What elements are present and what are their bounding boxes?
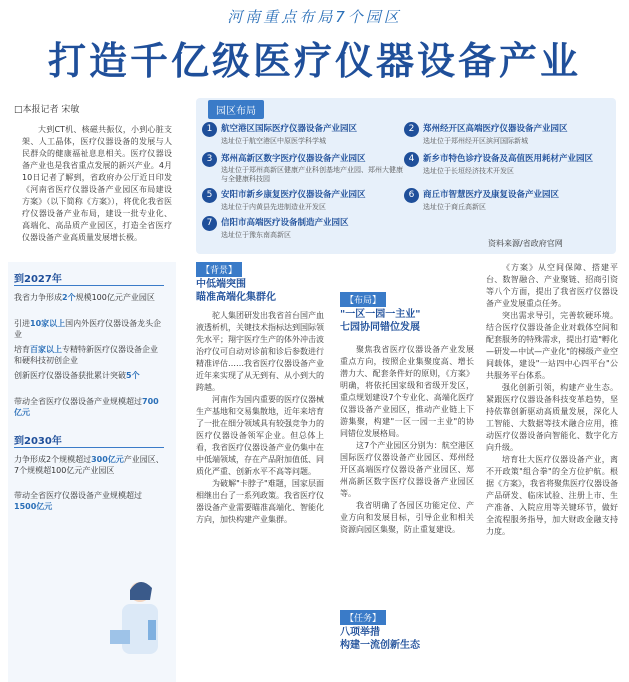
park-name: 安阳市新乡康复医疗仪器设备产业园区 [221, 190, 366, 200]
park-number: 1 [202, 122, 217, 137]
park-number: 5 [202, 188, 217, 203]
park-location: 选址位于豫东南高新区 [221, 231, 291, 239]
park-location: 选址位于郑州经开区滨河国际新城 [423, 137, 528, 145]
goal-item: 创新医疗仪器设备获批累计突破5个 [14, 371, 140, 380]
park-number: 7 [202, 216, 217, 231]
goal-item: 我省力争形成2个规模100亿元产业园区 [14, 293, 155, 302]
kicker: 河南重点布局7个园区 [227, 8, 402, 26]
goal-divider [14, 285, 164, 286]
goal-item: 带动全省医疗仪器设备产业规模超过700亿元 [14, 397, 159, 417]
goal-item: 培育百家以上专精特新医疗仪器设备企业和硬科技初创企业 [14, 345, 158, 365]
goal-item: 带动全省医疗仪器设备产业规模超过1500亿元 [14, 491, 142, 511]
goal-divider [14, 447, 164, 448]
park-number: 6 [404, 188, 419, 203]
goal-item: 力争形成2个规模超过300亿元产业园区、7个规模超100亿元产业园区 [14, 455, 164, 475]
intro-text: 大到CT机、核磁共振仪，小到心脏支架、人工晶体，医疗仪器设备的发展与人民群众的健康福祉息息相关。医疗仪器设备产业也是我省重点发展的新兴产业。4月10日记者了解到，省政府办公厅近日印发《河南省医疗仪器设备产业园区布局建设方案》（以下简称《方案》），将优化我省医疗仪器设备产业布局，建设一批专业化、高端化、高品质产业园区，打造全省医疗仪器设备产业高质量发展增长极。 [22, 125, 172, 242]
park-location: 选址位于长垣经济技术开发区 [423, 167, 514, 175]
background-tag: 【背景】 [196, 262, 242, 277]
park-location: 选址位于航空港区中原医学科学城 [221, 137, 326, 145]
park-number: 4 [404, 152, 419, 167]
headline: 打造千亿级医疗仪器设备产业 [47, 39, 581, 83]
doctor-illustration [100, 570, 170, 670]
background-body: 驼人集团研发出我省首台国产血液透析机，关键技术指标达到国际领先水平；翔宇医疗生产的体外冲击波治疗仪可自动对诊前和诊后参数进行精准评估……我省医疗仪器设备产业近年来实现了从无到有、从小到大的跨越。 河南作为国内重要的医疗仪器械生产基地和交易集散地，近年来培育了一批在细分领域具有较强竞争力的医疗仪器设备领军企业。但总体上看，我省医疗仪器设备产业仍集中在中低端领域，存在产品附加值低、同质化严重、创新水平不高等问题。 为破解"卡脖子"难题，国家层面相继出台了一系列政策。我省医疗仪器设备产业需要瞄准高端化、智能化方向，加快构建产业集群。 [196, 311, 324, 524]
layout-body: 聚焦我省医疗仪器设备产业发展重点方向，按照企业集聚度高、增长潜力大、配套条件好的原则，《方案》明确，将依托国家级和省级开发区，重点规划建设7个专业化、高端化医疗仪器设备产业园区，推动产业链上下游集聚，构建"一区一园一主业"的协同错位发展格局。 这7个产业园区分别为：航空港区国际医疗仪器设备产业园区、郑州经开区高端医疗仪器设备产业园区、郑州高新区数字医疗仪器设备产业园区等。 我省明确了各园区功能定位、产业方向和发展目标，引导企业和相关资源向园区集聚，防止重复建设。 [340, 345, 474, 534]
park-number: 2 [404, 122, 419, 137]
park-name: 信阳市高端医疗设备制造产业园区 [221, 218, 349, 228]
background-title: 中低端突围 瞄准高端化集群化 [196, 279, 276, 303]
layout-title: "一区一园一主业" 七园协同错位发展 [340, 309, 421, 333]
byline: □本报记者 宋敏 [14, 105, 80, 115]
source-note: 资料来源/省政府官网 [488, 239, 563, 248]
park-location: 选址位于商丘高新区 [423, 203, 486, 211]
park-number: 3 [202, 152, 217, 167]
park-location: 选址位于内黄县先进制造业开发区 [221, 203, 326, 211]
goal-item: 引进10家以上国内外医疗仪器设备龙头企业 [14, 319, 162, 339]
task-title: 八项举措 构建一流创新生态 [340, 627, 420, 651]
goal-year-2027: 到2027年 [14, 274, 62, 285]
park-name: 郑州高新区数字医疗仪器设备产业园区 [221, 154, 366, 164]
task-tag: 【任务】 [340, 610, 386, 625]
park-name: 商丘市智慧医疗及康复设备产业园区 [423, 190, 560, 200]
park-layout-title: 园区布局 [208, 100, 264, 119]
park-name: 新乡市特色诊疗设备及高值医用耗材产业园区 [423, 154, 594, 164]
layout-tag: 【布局】 [340, 292, 386, 307]
park-name: 航空港区国际医疗仪器设备产业园区 [221, 124, 358, 134]
goal-year-2030: 到2030年 [14, 436, 62, 447]
park-location: 选址位于郑州高新区健康产业科创基地产业园、郑州大健康与全健康科技园 [221, 166, 403, 183]
park-name: 郑州经开区高端医疗仪器设备产业园区 [423, 124, 568, 134]
task-body: 《方案》从空间保障、搭建平台、数智融合、产业聚链、招商引资等八个方面，提出了我省医疗仪器设备产业发展重点任务。 突出需求导引，完善软硬环境。结合医疗仪器设备企业对载体空间和配套服务的特殊需求，提出打造"孵化—研发—中试—产业化"的梯级产业空间载体，建设"一站四中心四平台"公共服务平台体系。 强化创新引领，构建产业生态。紧跟医疗仪器设备科技变革趋势，坚持依靠创新驱动高质量发展，深化人工智能、大数据等技术融合应用，推动医疗仪器设备向智能化、数字化方向升级。 培育壮大医疗仪器设备产业，离不开政策"组合拳"的全方位护航。根据《方案》，我省将聚焦医疗仪器设备产品研发、临床试验、注册上市、生产准备、入院应用等关键环节，做好全流程服务指导，加大财政金融支持力度。 [486, 263, 618, 536]
